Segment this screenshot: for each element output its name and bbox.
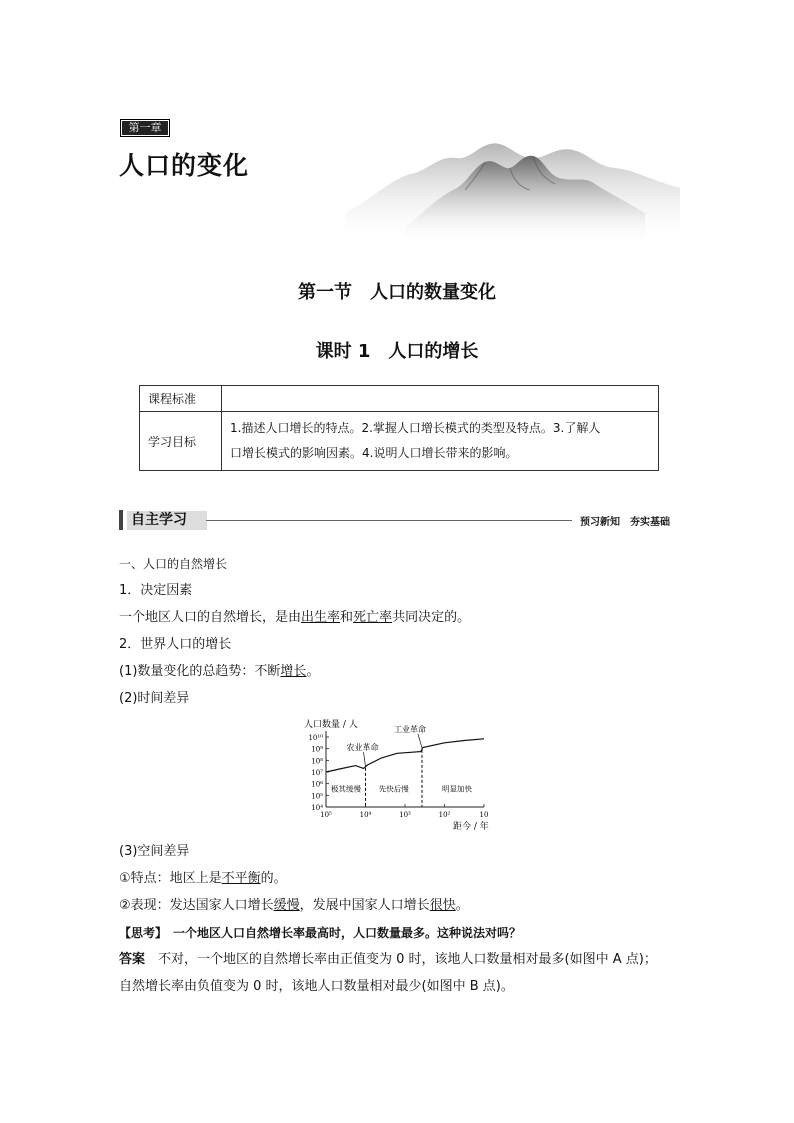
learning-goals-line: 口增长模式的影响因素。4.说明人口增长带来的影响。: [230, 446, 518, 460]
y-tick-label: 10⁹: [311, 745, 323, 754]
paragraph: ①特点：地区上是不平衡的。: [119, 871, 287, 886]
paragraph: 一个地区人口的自然增长，是由出生率和死亡率共同决定的。: [119, 610, 471, 625]
y-tick-label: 10⁸: [311, 757, 323, 766]
goals-table: [139, 385, 659, 471]
chapter-title: 人口的变化: [119, 151, 250, 180]
x-tick-label: 10²: [438, 811, 451, 819]
learning-goals-label: 学习目标: [140, 412, 222, 471]
lesson-title: 课时 1 人口的增长: [315, 341, 479, 362]
chapter-tag: 第一章: [120, 119, 170, 137]
paragraph: (2)时间差异: [119, 691, 190, 706]
learning-goals-value: [222, 412, 659, 471]
x-tick-label: 10⁴: [359, 811, 372, 819]
learning-goals-line: 1.描述人口增长的特点。2.掌握人口增长模式的类型及特点。3.了解人: [230, 421, 601, 435]
section-header-subtitle: 预习新知 夯实基础: [580, 517, 670, 528]
paragraph: (3)空间差异: [119, 844, 190, 859]
x-tick-label: 10: [479, 811, 489, 819]
stage-label: 先快后慢: [378, 784, 409, 794]
mountain-illustration: [345, 118, 680, 243]
population-chart: [298, 715, 498, 833]
section-header-title: 自主学习: [127, 511, 207, 530]
stage-label: 极其缓慢: [331, 784, 361, 794]
paragraph: ②表现：发达国家人口增长缓慢，发展中国家人口增长很快。: [119, 898, 469, 913]
section-header-rule: [206, 520, 572, 521]
course-standard-label: 课程标准: [140, 386, 222, 412]
paragraph: (1)数量变化的总趋势：不断增长。: [119, 664, 320, 679]
course-standard-value: [222, 386, 659, 412]
x-tick-label: 10³: [399, 811, 411, 819]
y-tick-label: 10⁴: [311, 804, 323, 812]
subheading: 1．决定因素: [119, 583, 193, 598]
table-row: [140, 412, 659, 471]
x-axis-label: 距今 / 年: [453, 822, 489, 832]
table-row: [140, 386, 659, 412]
y-tick-label: 10⁶: [311, 780, 323, 789]
section-header-bar: [119, 510, 123, 530]
x-tick-label: 10⁵: [320, 811, 332, 819]
annotation-label: 工业革命: [393, 725, 426, 734]
section-title: 第一节 人口的数量变化: [298, 282, 496, 303]
y-tick-label: 10⁷: [311, 769, 323, 777]
answer-line: 自然增长率由负值变为 0 时，该地人口数量相对最少(如图中 B 点)。: [119, 979, 514, 994]
y-tick-label: 10⁵: [311, 792, 323, 801]
answer-line: 答案 不对，一个地区的自然增长率由正值变为 0 时，该地人口数量相对最多(如图中 A 点)；: [119, 952, 657, 967]
annotation-label: 农业革命: [346, 743, 379, 752]
annotation-pointer: [418, 734, 422, 748]
subheading: 2．世界人口的增长: [119, 637, 232, 652]
stage-label: 明显加快: [441, 784, 472, 794]
y-tick-label: 10¹⁰: [308, 734, 323, 742]
think-question: 【思考】 一个地区人口自然增长率最高时，人口数量最多。这种说法对吗？: [119, 926, 522, 940]
heading: 一、人口的自然增长: [119, 557, 228, 571]
y-axis-label: 人口数量 / 人: [304, 720, 358, 730]
annotation-pointer: [364, 752, 366, 767]
